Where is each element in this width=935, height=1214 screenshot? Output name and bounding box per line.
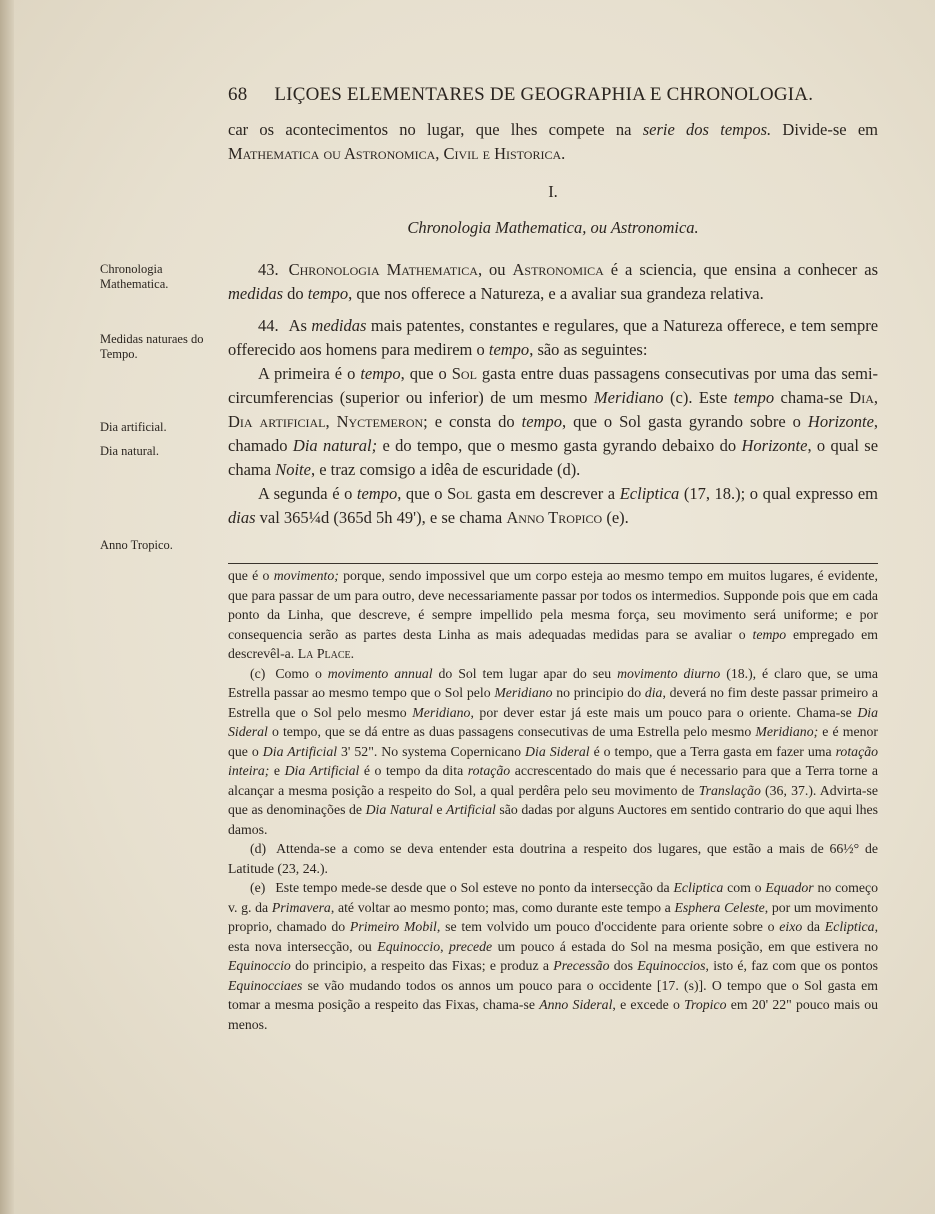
margin-note-anno-tropico: Anno Tropico. [100, 538, 173, 552]
margin-note-dia-natural: Dia natural. [100, 444, 160, 458]
text-run: (17, 18.); o qual expresso em [683, 484, 879, 503]
text-run: , que nos offerece a Natureza, e a avaliar sua grandeza relativa. [348, 284, 764, 303]
italic-term: Dia Artificial [284, 763, 360, 778]
text-run: do Sol tem lugar apar do seu [438, 665, 612, 681]
running-header [228, 84, 828, 106]
italic-term: Primeiro Mobil [349, 919, 437, 934]
text-run: , que o Sol gasta gyrando sobre o [561, 412, 801, 431]
text-run: em 20' 22" pouco mais ou menos. [228, 997, 879, 1032]
text-run: ; e consta do [423, 412, 515, 431]
smallcaps-term: Anno Tropico [506, 508, 603, 527]
italic-term: rotação [467, 763, 511, 778]
text-run: que é o [228, 568, 270, 583]
text-run: , isto é, faz com que os pontos [705, 958, 879, 973]
italic-term: medidas [311, 316, 367, 335]
text-run: é o tempo, que a Terra gasta em fazer uma [593, 743, 832, 759]
text-run: accrescentado do mais que é necessario para que a Terra torne a alcançar a mesma posição a respeito do Sol, a qual perdêra pelo seu movimento de [228, 763, 879, 798]
italic-term: tempo [733, 388, 775, 407]
intro-line1: car os acontecimentos no lugar, que lhes compete na [228, 120, 632, 139]
text-run: do principio, a respeito das Fixas; e produz a [295, 958, 549, 973]
text-run: (e). [606, 508, 629, 527]
page-number: 68 [228, 84, 248, 105]
footnote-d [228, 839, 878, 878]
smallcaps-term: Chronologia Mathematica [288, 260, 478, 279]
text-run: Este tempo mede-se desde que o Sol esteve no ponto da intersecção da [275, 880, 670, 895]
text-run: e [273, 763, 281, 778]
italic-term: Precessão [553, 958, 610, 973]
text-run: , por dever estar já este mais um pouco para o oriente. Chama-se [470, 704, 852, 720]
text-run: (c). Este [670, 388, 728, 407]
section-title [228, 216, 878, 240]
paragraph-first [228, 362, 878, 482]
text-run: , chamado [228, 412, 879, 455]
text-run: , o qual se chama [228, 436, 879, 479]
italic-term: movimento annual [327, 665, 433, 681]
italic-term: Equinoccio [228, 958, 291, 973]
paragraph-second [228, 482, 878, 530]
italic-term: Horizonte [807, 412, 874, 431]
smallcaps-term: Astronomica [512, 260, 604, 279]
text-run: e é menor que o [228, 724, 878, 759]
text-run: A segunda é o [258, 484, 353, 503]
text-run: empregado em descrevêl-a. [228, 626, 878, 661]
italic-term: Esphera Celeste [674, 899, 765, 915]
text-run: do [287, 284, 304, 303]
italic-term: rotação inteira; [228, 743, 878, 778]
footnote-c [228, 664, 878, 840]
italic-term: tempo [356, 484, 398, 503]
text-run: da [806, 919, 821, 934]
italic-term: Meridiano [494, 685, 553, 700]
text-run: e [436, 802, 443, 817]
text-run: se vão mudando todos os annos um pouco para o occidente [17. (s)]. O tempo que o Sol gasta em tomar a mesma posição a respeito das Fixas, chama-se [228, 977, 879, 1012]
italic-term: Primavera [271, 899, 331, 915]
margin-note-medidas: Medidas naturaes do Tempo. [100, 332, 204, 361]
italic-term: tempo [521, 412, 562, 431]
text-run: (36, 37.). Advirta-se que as denominações de [228, 782, 879, 817]
text-run: com o [727, 880, 762, 895]
italic-term: Equinoccio [377, 938, 441, 954]
italic-term: Horizonte [741, 436, 808, 455]
footnote-e [228, 878, 878, 1034]
italic-term: Dia natural; [292, 436, 378, 455]
text-run: , até voltar ao mesmo ponto; mas, como durante este tempo a [330, 899, 671, 915]
italic-term: movimento diurno [617, 665, 721, 681]
text-run: é o tempo da dita [363, 763, 464, 778]
text-run: dos [613, 958, 633, 973]
italic-term: tempo [752, 626, 787, 642]
italic-term: dias [228, 508, 256, 527]
text-run: , e traz comsigo a idêa de escuridade (d). [310, 460, 581, 479]
text-run: , e excede o [612, 997, 680, 1012]
footnote-continued [228, 566, 878, 664]
text-run: , ou [477, 260, 506, 279]
text-run: gasta em descrever a [476, 484, 616, 503]
italic-term: Ecliptica [619, 484, 680, 503]
section-number: I. [548, 182, 558, 201]
text-run: , [440, 938, 444, 954]
paragraph-number: 43. [258, 260, 279, 279]
text-run: , que o [400, 364, 447, 383]
text-run: , que o [397, 484, 443, 503]
italic-term: tempo [360, 364, 401, 383]
italic-term: movimento; [273, 568, 339, 583]
text-run: no começo v. g. da [228, 880, 878, 915]
italic-term: Equinoccios [637, 958, 706, 973]
text-run: , por um movimento proprio, chamado do [228, 899, 879, 934]
italic-term: Artificial [446, 802, 496, 817]
footnote-label: (e) [250, 880, 266, 895]
italic-term: Translação [698, 782, 761, 798]
intro-italic: serie dos tempos. [642, 120, 772, 139]
italic-term: Meridiano; [755, 724, 819, 739]
text-run: Como o [275, 665, 322, 681]
smallcaps-term: Sol [447, 484, 473, 503]
italic-term: medidas [228, 284, 283, 303]
text-run: chama-se [780, 388, 843, 407]
text-run: mais patentes, constantes e regulares, que a Natureza offerece, e tem sempre offerecido aos homens para medirem o [228, 316, 879, 359]
text-run: é a sciencia, que ensina a conhecer as [610, 260, 878, 279]
text-run: Attenda-se a como se deva entender esta doutrina a respeito dos lugares, que estão a mais de 66½° de Latitude (23, 24.). [228, 841, 878, 876]
italic-term: Ecliptica [824, 919, 875, 934]
italic-term: Noite [275, 460, 311, 479]
text-run: gasta entre duas passagens consecutivas por uma das semi-circumferencias (superior ou inferior) de um mesmo [228, 364, 879, 407]
footnotes [228, 566, 878, 1034]
italic-term: Equador [765, 880, 814, 895]
text-run: e do tempo, que o mesmo gasta gyrando debaixo do [382, 436, 737, 455]
text-run: A primeira é o [258, 364, 356, 383]
running-title: LIÇOES ELEMENTARES DE GEOGRAPHIA E CHRONOLOGIA. [274, 84, 814, 105]
text-run: o tempo, que se dá entre as duas passagens consecutivas de uma Estrella pelo mesmo [271, 724, 752, 739]
paragraph-44 [228, 314, 878, 362]
paragraph-number: 44. [258, 316, 279, 335]
italic-term: Dia Natural [365, 802, 433, 817]
text-run: , são as seguintes: [529, 340, 648, 359]
author-name: La Place. [297, 646, 355, 661]
footnote-label: (c) [250, 665, 266, 681]
paragraph-43 [228, 258, 878, 306]
text-run: no principio do [556, 685, 642, 700]
text-run: são dadas por alguns Auctores em sentido contrario do que aqui lhes damos. [228, 802, 878, 837]
margin-note-chronologia: Chronologia Mathematica. [100, 262, 169, 291]
text-run: val 365¼d (365d 5h 49'), e se chama [259, 508, 503, 527]
main-text [228, 258, 878, 530]
text-run: porque, sendo impossivel que um corpo esteja ao mesmo tempo em muitos lugares, é evidente, que para passar de um para outro, deve necessariamente passar por todos os intermedios. Supponde pois que em cada ponto da Linha, que descreve, é sempre impellido pela mesma força, seu movimento será uniforme; e por consequencia serão as partes desta Linha as mais adequadas medidas para se avaliar o [228, 568, 878, 642]
footnote-label: (d) [250, 841, 267, 856]
italic-term: Dia Sideral [525, 743, 590, 759]
italic-term: eixo [779, 919, 803, 934]
italic-term: tempo [307, 284, 349, 303]
section-title-text: Chronologia Mathematica, ou Astronomica. [407, 218, 699, 237]
italic-term: Ecliptica [673, 880, 724, 895]
intro-line2: Mathematica ou Astronomica, Civil e Historica. [228, 144, 566, 163]
italic-term: Meridiano [593, 388, 664, 407]
italic-term: Dia Sideral [228, 704, 879, 739]
text-run: 3' 52". No systema Copernicano [341, 743, 522, 759]
page-spine-shadow [0, 0, 14, 1214]
italic-term: dia [644, 685, 663, 700]
italic-term: Anno Sideral [539, 997, 613, 1012]
text-run: , deverá no fim deste passar primeiro a Estrella que o Sol pelo mesmo [228, 685, 879, 720]
text-run: um pouco á estada do Sol na mesma posição, em que estivera no [497, 938, 879, 954]
italic-term: precede [449, 938, 493, 954]
italic-term: tempo [488, 340, 530, 359]
smallcaps-term: Dia, Dia artificial, Nyctemeron [228, 388, 878, 431]
text-run: As [288, 316, 307, 335]
intro-line1-end: Divide-se em [782, 120, 879, 139]
italic-term: Meridiano [412, 704, 471, 720]
intro-text [228, 118, 878, 166]
italic-term: Dia Artificial [262, 743, 338, 759]
margin-note-dia-artificial: Dia artificial. [100, 420, 167, 434]
smallcaps-term: Sol [451, 364, 477, 383]
text-run: (18.), é claro que, se uma Estrella passar ao mesmo tempo que o Sol pelo [228, 665, 878, 700]
italic-term: Tropico [684, 997, 727, 1012]
italic-term: Equinocciaes [228, 977, 303, 993]
text-run: , se tem volvido um pouco d'occidente para oriente sobre o [436, 919, 775, 934]
text-run: , esta nova intersecção, ou [228, 919, 879, 954]
footnote-rule [228, 563, 878, 564]
